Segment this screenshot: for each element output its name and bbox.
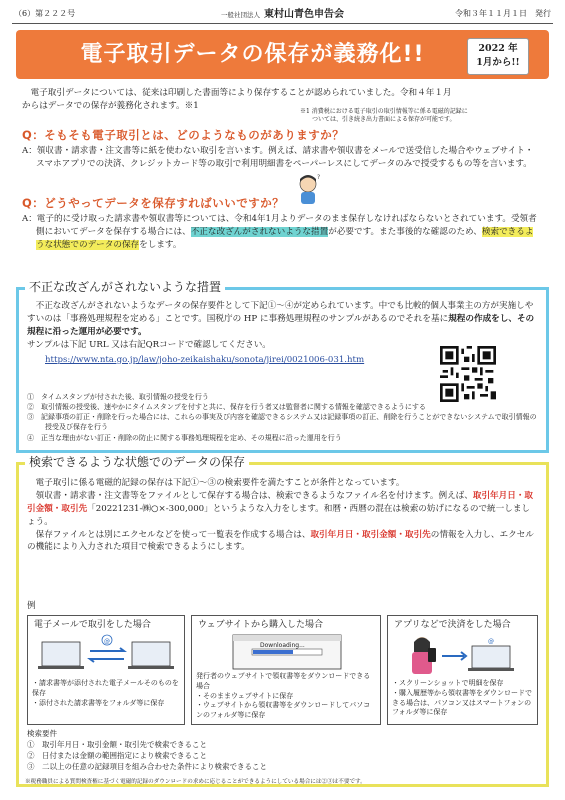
laptops-exchange-icon <box>38 634 176 676</box>
desc-line: ・そのままウェブサイトに保存 <box>196 691 294 700</box>
downloading-label: Downloading... <box>260 642 305 649</box>
list-item: ② 取引情報の授受後、速やかにタイムスタンプを付すと共に、保存を行う者又は監督者に関する情報を確認できるようにする <box>27 403 426 412</box>
red-highlight: 取引年月日・取引金額・取引先 <box>310 529 431 540</box>
section-paragraph <box>27 300 538 339</box>
download-window-icon <box>232 634 342 670</box>
question-2: Q：どうやってデータを保存すればいいですか？ <box>22 196 285 210</box>
section-body <box>27 477 538 554</box>
text: 保存ファイルとは別にエクセルなどを使って一覧表を作成する場合は、 <box>35 529 311 540</box>
desc-line: 発行者のウェブサイトで領収書等をダウンロードできる場合 <box>196 672 371 690</box>
issue-number: （6）第２２２号 <box>14 9 76 18</box>
example-desc <box>32 679 180 708</box>
svg-text:@: @ <box>104 638 110 645</box>
desc-line: ・ウェブサイトから領収書等をダウンロードしてパソコンのフォルダ等に保存 <box>196 701 371 720</box>
list-item: ② 日付または金額の範囲指定により検索できること <box>27 750 207 760</box>
requirements-title: 検索要件 <box>27 729 57 738</box>
org-name: 東村山青色申告会 <box>264 8 344 20</box>
text: 「20221231-㈱○×-300,000」というような入力をします。和暦・西暦の混在は検索の妨げになるので統一しましょう。 <box>27 503 531 527</box>
organization <box>184 7 381 22</box>
answer-1: A：領収書・請求書・注文書等に紙を使わない取引を言います。例えば、請求書や領収書をメールで送受信した場合やウェブサイト・スマホアプリでの決済、クレジットカード等の取引で利用明細書をペーパーレスにしてデータのみで授受するもの等を言います。 <box>22 146 534 169</box>
answer-2-part1: A：電子的に受け取った請求書や領収書等については、令和4年1月よりデータのまま保存しなければならないとされています。受領者側においてデータを保存する場合には、 <box>22 214 537 237</box>
person-thinking-icon <box>295 173 321 205</box>
example-app <box>387 615 538 725</box>
list-item: ① タイムスタンプが付された後、取引情報の授受を行う <box>27 393 209 401</box>
badge-year: 2022 年 <box>478 43 518 54</box>
example-desc <box>392 679 533 718</box>
footnote: ※税務職員による質問検査権に基づく電磁的記録のダウンロードの求めに応じることができるようにしている場合には②③は不要です。 <box>25 779 366 785</box>
example-label: 例 <box>27 601 36 611</box>
example-desc <box>196 672 376 721</box>
example-email <box>27 615 185 725</box>
answer-2-highlight-1: 不正な改ざんがされないような措置 <box>190 226 329 237</box>
issue-date: 令和３年１１月１日 発行 <box>455 9 551 18</box>
text: 領収書・請求書・注文書等をファイルとして保存する場合は、検索できるようなファイル名を付けます。例えば、 <box>35 490 473 501</box>
example-title: 電子メールで取引をした場合 <box>34 620 151 630</box>
requirements-list <box>27 392 538 443</box>
section-title: 不正な改ざんがされないような措置 <box>25 278 225 296</box>
tamper-prevention-section <box>16 280 549 453</box>
paragraph-bold: 規程の作成をし、その規程に沿った運用が必要です。 <box>27 313 535 337</box>
footnote-line2: ついては、引き続き出力書面による保存が可能です。 <box>312 115 456 123</box>
list-item: ① 取引年月日・取引金額・取引先で検索できること <box>27 739 207 749</box>
paragraph-2 <box>27 490 538 529</box>
answer-2-part3: をします。 <box>139 239 182 250</box>
paragraph-3 <box>27 529 538 555</box>
example-title: ウェブサイトから購入した場合 <box>198 620 324 630</box>
example-website <box>191 615 381 725</box>
list-item: ④ 正当な理由がない訂正・削除の防止に関する事務処理規程を定め、その規程に沿った運用を行う <box>27 433 342 442</box>
question-1: Q：そもそも電子取引とは、どのようなものがありますか？ <box>22 128 345 142</box>
paragraph-1: 電子取引に係る電磁的記録の保存は下記①～③の検索要件を満たすことが条件となっています。 <box>35 478 405 488</box>
desc-line: ・請求書等が添付された電子メールそのものを保存 <box>32 679 179 697</box>
red-highlight: 取引年月日・取引金額・取引先 <box>27 490 534 514</box>
paragraph-text: 不正な改ざんがされないようなデータの保存要件として下記①～④が定められています。中でも比較的個人事業主の方が実施しやすいのは「事務処理規程を定める」ことです。国税庁の HP に事務処理規程のサンプルがあるのでそれを基に <box>27 301 534 324</box>
answer-2-part2: が必要です。また事後的な確認のため、 <box>328 226 482 237</box>
page-header <box>14 6 551 22</box>
searchable-storage-section <box>16 455 549 787</box>
desc-line: ・添付された請求書等をフォルダ等に保存 <box>32 698 165 707</box>
svg-text:?: ? <box>317 174 321 181</box>
phone-to-laptop-icon <box>406 634 518 676</box>
org-type: 一般社団法人 <box>221 10 260 19</box>
sample-url-link[interactable]: https://www.nta.go.jp/law/joho-zeikaishaku/sonota/jirei/0021006-031.htm <box>45 354 365 365</box>
answer-2 <box>22 213 542 252</box>
badge-month: 1月から!! <box>476 56 520 68</box>
answer-2-highlight-2: 検索できるような状態でのデータの保存 <box>36 226 534 250</box>
page-title: 電子取引データの保存が義務化!! <box>80 42 425 67</box>
date-badge <box>467 38 529 75</box>
search-requirements <box>27 729 267 773</box>
footnote-line1: ※1 消費税における電子取引の取引情報等に係る電磁的記録に <box>300 108 468 115</box>
intro-line1: 電子取引データについては、従来は印刷した書面等により保存することが認められていました。令和４年１月 <box>30 88 452 98</box>
sample-note: サンプルは下記 URL 又は右記QRコードで確認してください。 <box>27 339 271 350</box>
desc-line: ・購入履歴等から領収書等をダウンロードできる場合は、パソコン又はスマートフォンのフォルダ等に保存 <box>392 688 532 717</box>
list-item: ③ 記録事項の訂正・削除を行った場合には、これらの事実及び内容を確認できるシステム又は記録事項の訂正、削除を行うことができないシステムで取引情報の授受及び保存を行う <box>27 413 537 432</box>
desc-line: ・スクリーンショットで明細を保存 <box>392 679 504 687</box>
example-title: アプリなどで決済をした場合 <box>394 620 511 630</box>
intro-line2: からはデータでの保存が義務化されます。※1 <box>22 100 199 111</box>
svg-text:@: @ <box>488 638 494 645</box>
text: の情報を入力し、エクセルの機能により入力された項目で検索できるようにします。 <box>27 529 534 553</box>
section-title: 検索できるような状態でのデータの保存 <box>25 453 249 471</box>
list-item: ③ 二以上の任意の記録項目を組み合わせた条件により検索できること <box>27 761 267 771</box>
header-divider <box>12 23 553 24</box>
footnote-1 <box>300 108 545 124</box>
